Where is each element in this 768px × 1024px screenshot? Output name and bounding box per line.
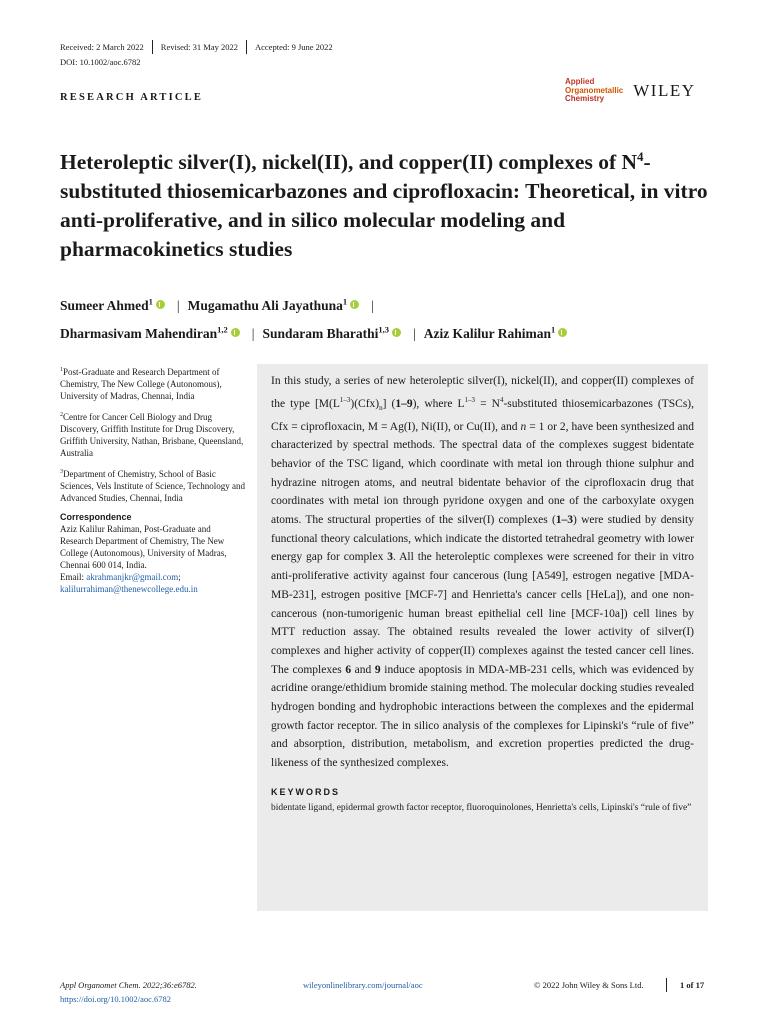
affiliations — [60, 364, 245, 595]
abstract-text: In this study, a series of new heteroleptic silver(I), nickel(II), and copper(II) complexes of the type $[M(L^{1-3})(Cfx)_n]$ (1–9), where $L^{1-3}$ = $N^4$-substituted thiosemicarbazones (TSCs), Cfx = ciprofloxacin, M = Ag(I), Ni(II), or Cu(II), and n = 1 or 2, have been synthesized and characterized by spectral methods. The spectral data of the complexes suggest bidentate behavior of the TSC ligand, which coordinate with metal ion through thione sulphur and hydrazine nitrogen atoms, and neutral bidentate behavior of the ciprofloxacin drug that coordinates with metal ion through pyridone oxygen and one of the carboxylate oxygen atoms. The structural properties of the silver(I) complexes (1–3) were studied by density functional theory calculations, which indicate the distorted tetrahedral geometry with lower energy gap for complex 3. All the heteroleptic complexes were screened for their in vitro anti-proliferative activity against four cancerous (lung [A549], estrogen negative [MDA-MB-231], estrogen positive [MCF-7] and Henrietta's cancer cells [HeLa]), and one non-cancerous (non-tumorigenic human breast epithelial cell line [MCF-10a]) cell lines by MTT reduction assay. The obtained results revealed the lower activity of silver(I) complexes and higher activity of copper(II) complexes against the tested cancer cell lines. The complexes 6 and 9 induce apoptosis in MDA-MB-231 cells, which was evidenced by acridine orange/ethidium bromide staining method. The molecular docking studies revealed hydrogen bonding and hydrophobic interactions between the complexes and the epidermal growth factor receptor. The in silico analysis of the complexes for Lipinski's “rule of five” and absorption, distribution, metabolism, and excretion properties predicted the drug-likeness of the synthesized complexes. — [271, 375, 695, 770]
author[interactable]: Mugamathu Ali Jayathuna$^1$ — [188, 298, 364, 313]
doi-link[interactable]: https://doi.org/10.1002/aoc.6782 — [60, 994, 172, 1004]
orcid-icon[interactable] — [392, 328, 401, 337]
article-title: Heteroleptic silver(I), nickel(II), and copper(II) complexes of $N^4$-substituted thiosemicarbazones and ciprofloxacin: Theoretical, in vitro anti-proliferative, and in silico molecular modeling and pharmacokinetics studies — [60, 149, 708, 262]
accepted-date: Accepted: 9 June 2022 — [255, 42, 333, 52]
orcid-icon[interactable] — [231, 328, 240, 337]
keywords-heading: KEYWORDS — [271, 786, 341, 797]
keywords-text: bidentate ligand, epidermal growth factor receptor, fluoroquinolones, Henrietta's cells, Lipinski's “rule of five” — [271, 802, 692, 813]
affiliation: $^3$Department of Chemistry, School of Basic Sciences, Vels Institute of Science, Technology and Advanced Studies, Chennai, India — [60, 469, 245, 503]
article-dates — [60, 40, 341, 54]
doi: DOI: 10.1002/aoc.6782 — [60, 57, 141, 67]
orcid-icon[interactable] — [156, 300, 165, 309]
page-footer — [60, 980, 708, 1004]
divider — [666, 978, 667, 992]
correspondence-text: Aziz Kalilur Rahiman, Post-Graduate and Research Department of Chemistry, The New College (Autonomous), University of Madras, Chennai 600 014, India. Email: akrahmanjkr@gmail.com; kalilurrahiman@thenewcollege.edu.in — [60, 524, 227, 594]
author[interactable]: Sundaram Bharathi$^{1,3}$ — [262, 326, 405, 341]
page-number: 1 of 17 — [680, 980, 705, 990]
copyright: © 2022 John Wiley & Sons Ltd. — [534, 980, 644, 990]
author[interactable]: Dharmasivam Mahendiran$^{1,2}$ — [60, 326, 244, 341]
citation: Appl Organomet Chem. 2022;36:e6782. — [60, 980, 197, 990]
email-link[interactable]: kalilurrahiman@thenewcollege.edu.in — [60, 584, 198, 594]
abstract-box — [257, 364, 708, 911]
author-list: Sumeer Ahmed$^1$ | Mugamathu Ali Jayathuna$^1$ | Dharmasivam Mahendiran$^{1,2}$ | Sundaram Bharathi$^{1,3}$ | Aziz Kalilur Rahiman$^1$ — [60, 289, 740, 346]
revised-date: Revised: 31 May 2022 — [160, 42, 238, 52]
wiley-logo: WILEY — [633, 80, 696, 100]
author[interactable]: Aziz Kalilur Rahiman$^1$ — [424, 326, 572, 341]
journal-url-link[interactable]: wileyonlinelibrary.com/journal/aoc — [303, 980, 423, 990]
affiliation: $^2$Centre for Cancer Cell Biology and Drug Discovery, Griffith Institute for Drug Discovery, Griffith University, Nathan, Brisbane, Queensland, Australia — [60, 412, 244, 458]
orcid-icon[interactable] — [350, 300, 359, 309]
article-type: RESEARCH ARTICLE — [60, 92, 204, 103]
author[interactable]: Sumeer Ahmed$^1$ — [60, 298, 169, 313]
affiliation: $^1$Post-Graduate and Research Department of Chemistry, The New College (Autonomous), University of Madras, Chennai, India — [60, 367, 222, 401]
correspondence-heading: Correspondence — [60, 512, 132, 522]
email-link[interactable]: akrahmanjkr@gmail.com — [86, 572, 179, 582]
received-date: Received: 2 March 2022 — [60, 42, 144, 52]
orcid-icon[interactable] — [558, 328, 567, 337]
journal-logo: Applied Organometallic Chemistry — [565, 77, 624, 103]
publisher-logos — [565, 78, 696, 104]
